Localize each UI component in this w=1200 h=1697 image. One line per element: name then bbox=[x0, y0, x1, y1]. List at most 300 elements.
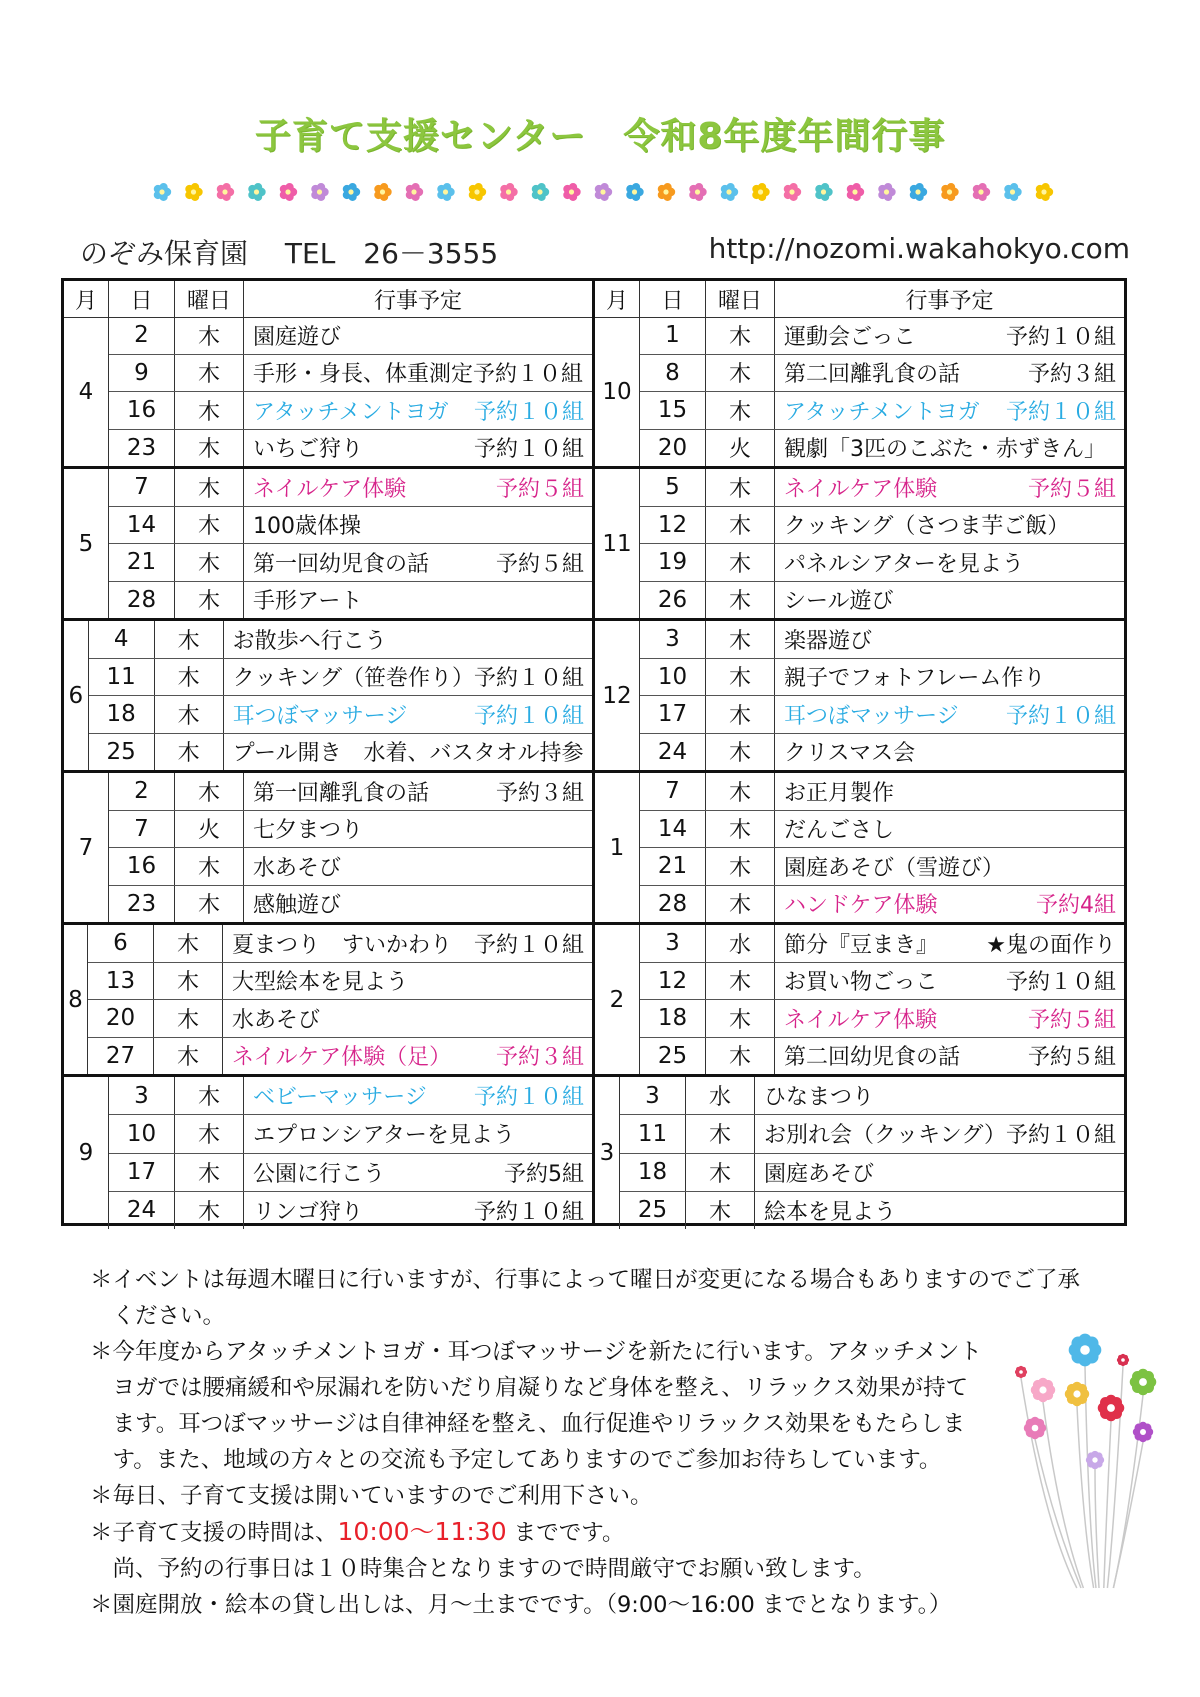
weekday-cell: 木 bbox=[706, 1000, 775, 1037]
event-name: ネイルケア体験 bbox=[253, 476, 407, 502]
reservation-note: 予約５組 bbox=[1027, 1007, 1116, 1033]
weekday-cell: 木 bbox=[706, 582, 775, 619]
day-cell: 27 bbox=[88, 1038, 154, 1075]
table-row bbox=[109, 582, 592, 619]
table-row bbox=[89, 621, 592, 659]
event-name: ハンドケア体験 bbox=[784, 893, 938, 919]
flower-icon bbox=[1117, 1354, 1129, 1366]
flower-icon bbox=[1130, 1369, 1157, 1396]
flowers-illustration bbox=[1015, 1320, 1175, 1590]
flower-icon bbox=[595, 183, 612, 201]
event-cell bbox=[775, 696, 1124, 733]
event-name: 耳つぼマッサージ bbox=[232, 703, 408, 729]
event-name: アタッチメントヨガ bbox=[784, 399, 980, 425]
event-cell bbox=[775, 1000, 1124, 1037]
event-name: 園庭遊び bbox=[253, 324, 342, 350]
event-cell bbox=[244, 544, 592, 581]
table-row bbox=[640, 507, 1124, 545]
month-block bbox=[595, 925, 1124, 1077]
reservation-note: 予約３組 bbox=[495, 1045, 584, 1071]
day-cell: 14 bbox=[640, 811, 706, 848]
header-day: 日 bbox=[109, 281, 175, 317]
flower-stem bbox=[1077, 1406, 1094, 1588]
org-tel: のぞみ保育園 TEL 26－3555 bbox=[80, 237, 499, 270]
table-row bbox=[640, 582, 1124, 619]
weekday-cell: 木 bbox=[175, 507, 244, 544]
reservation-note: 予約５組 bbox=[1027, 476, 1116, 502]
flower-icon bbox=[1036, 183, 1053, 201]
table-row bbox=[640, 696, 1124, 734]
weekday-cell: 木 bbox=[175, 1115, 244, 1152]
event-name: アタッチメントヨガ bbox=[253, 399, 449, 425]
page-title: 子育て支援センター 令和8年度年間行事 bbox=[254, 116, 946, 157]
reservation-note: 予約３組 bbox=[1027, 362, 1116, 388]
event-cell bbox=[244, 317, 592, 354]
weekday-cell: 木 bbox=[175, 1192, 244, 1229]
day-cell: 10 bbox=[640, 659, 706, 696]
event-name: お買い物ごっこ bbox=[784, 970, 938, 996]
flower-icon bbox=[563, 183, 580, 201]
table-row bbox=[109, 886, 592, 923]
flower-icon bbox=[658, 183, 675, 201]
table-row bbox=[620, 1154, 1124, 1192]
event-name: ベビーマッサージ bbox=[253, 1085, 427, 1111]
month-cell: 6 bbox=[64, 621, 89, 770]
day-cell: 11 bbox=[89, 659, 155, 696]
day-cell: 28 bbox=[109, 582, 175, 619]
day-cell: 19 bbox=[640, 544, 706, 581]
event-name: クッキング（笹巻作り）予約１０組 bbox=[232, 666, 584, 692]
weekday-cell: 木 bbox=[175, 544, 244, 581]
flower-icon bbox=[878, 183, 895, 201]
flower-stem bbox=[1035, 1439, 1081, 1588]
weekday-cell: 木 bbox=[706, 392, 775, 429]
event-name: お別れ会（クッキング）予約１０組 bbox=[763, 1123, 1116, 1149]
day-cell: 18 bbox=[620, 1154, 686, 1191]
table-row bbox=[88, 1038, 592, 1075]
event-cell bbox=[224, 621, 592, 658]
weekday-cell: 木 bbox=[686, 1192, 755, 1229]
flower-icon bbox=[973, 183, 990, 201]
flower-icon bbox=[784, 183, 801, 201]
event-cell bbox=[775, 582, 1124, 619]
day-cell: 7 bbox=[109, 469, 175, 506]
event-cell bbox=[775, 886, 1124, 923]
day-cell: 17 bbox=[109, 1154, 175, 1191]
weekday-cell: 木 bbox=[155, 621, 224, 658]
day-cell: 7 bbox=[109, 811, 175, 848]
event-name: 夏まつり すいかわり 予約１０組 bbox=[231, 932, 584, 958]
event-cell bbox=[775, 811, 1124, 848]
weekday-cell: 木 bbox=[155, 696, 224, 733]
weekday-cell: 木 bbox=[706, 469, 775, 506]
event-cell bbox=[223, 1000, 592, 1037]
table-row bbox=[109, 1077, 592, 1115]
event-name: プール開き 水着、バスタオル持参 bbox=[232, 741, 584, 767]
table-row bbox=[640, 963, 1124, 1001]
month-cell: 1 bbox=[595, 773, 640, 922]
event-cell bbox=[775, 848, 1124, 885]
event-name: 園庭あそび bbox=[763, 1161, 874, 1187]
event-cell bbox=[775, 621, 1124, 658]
event-cell bbox=[244, 355, 592, 392]
table-row bbox=[109, 430, 592, 467]
event-name: 親子でフォトフレーム作り bbox=[784, 666, 1046, 692]
event-name: 第二回幼児食の話 bbox=[784, 1045, 961, 1071]
event-cell bbox=[755, 1192, 1124, 1229]
weekday-cell: 木 bbox=[706, 734, 775, 771]
event-name: 手形・身長、体重測定予約１０組 bbox=[253, 362, 584, 388]
weekday-cell: 木 bbox=[706, 544, 775, 581]
weekday-cell: 木 bbox=[154, 925, 223, 962]
weekday-cell: 木 bbox=[706, 773, 775, 810]
event-cell bbox=[244, 430, 592, 467]
flower-icon bbox=[1069, 1334, 1102, 1367]
event-cell bbox=[244, 811, 592, 848]
day-cell: 20 bbox=[640, 430, 706, 467]
weekday-cell: 木 bbox=[706, 1038, 775, 1075]
month-block bbox=[64, 621, 592, 773]
flower-icon bbox=[185, 183, 202, 201]
reservation-note: 予約１０組 bbox=[1005, 703, 1116, 729]
table-row bbox=[640, 886, 1124, 923]
event-cell bbox=[755, 1154, 1124, 1191]
event-name: お正月製作 bbox=[784, 780, 895, 806]
flower-icon bbox=[1098, 1395, 1125, 1422]
event-cell bbox=[775, 430, 1124, 467]
weekday-cell: 木 bbox=[155, 734, 224, 771]
day-cell: 25 bbox=[620, 1192, 686, 1229]
day-cell: 2 bbox=[109, 773, 175, 810]
event-name: 大型絵本を見よう bbox=[231, 970, 408, 996]
event-cell bbox=[244, 392, 592, 429]
flower-icon bbox=[343, 183, 360, 201]
weekday-cell: 木 bbox=[686, 1115, 755, 1152]
weekday-cell: 木 bbox=[706, 811, 775, 848]
event-cell bbox=[775, 355, 1124, 392]
event-name: 公園に行こう bbox=[253, 1161, 386, 1187]
reservation-note: 予約１０組 bbox=[473, 1199, 584, 1225]
note-4-post: までです。 bbox=[506, 1520, 625, 1546]
table-row bbox=[640, 317, 1124, 355]
flower-stem bbox=[1095, 1469, 1099, 1588]
event-cell bbox=[775, 659, 1124, 696]
flower-icon bbox=[406, 183, 423, 201]
reservation-note: 予約１０組 bbox=[473, 703, 584, 729]
table-row bbox=[620, 1115, 1124, 1153]
day-cell: 1 bbox=[640, 317, 706, 354]
table-row bbox=[109, 469, 592, 507]
day-cell: 3 bbox=[640, 621, 706, 658]
event-cell bbox=[775, 392, 1124, 429]
weekday-cell: 木 bbox=[706, 696, 775, 733]
event-cell bbox=[755, 1115, 1124, 1152]
day-cell: 18 bbox=[89, 696, 155, 733]
weekday-cell: 木 bbox=[175, 1077, 244, 1114]
month-cell: 12 bbox=[595, 621, 640, 770]
event-name: ネイルケア体験（足） bbox=[231, 1045, 452, 1071]
month-cell: 4 bbox=[64, 317, 109, 466]
flower-icon bbox=[721, 183, 738, 201]
header-event: 行事予定 bbox=[905, 288, 994, 314]
month-cell: 9 bbox=[64, 1077, 109, 1229]
day-cell: 8 bbox=[640, 355, 706, 392]
table-row bbox=[640, 621, 1124, 659]
table-row bbox=[109, 355, 592, 393]
event-cell bbox=[244, 582, 592, 619]
day-cell: 4 bbox=[89, 621, 155, 658]
weekday-cell: 木 bbox=[175, 848, 244, 885]
table-row bbox=[640, 773, 1124, 811]
month-cell: 8 bbox=[64, 925, 88, 1074]
website-url: http://nozomi.wakahokyo.com bbox=[708, 232, 1130, 265]
left-table-header bbox=[64, 281, 592, 318]
event-name: 観劇「3匹のこぶた・赤ずきん」 bbox=[784, 437, 1106, 463]
event-cell bbox=[244, 886, 592, 923]
table-row bbox=[640, 355, 1124, 393]
note-2b: ヨガでは腰痛緩和や尿漏れを防いだり肩凝りなど身体を整え、リラックス効果が持て bbox=[90, 1375, 969, 1401]
reservation-note: 予約３組 bbox=[495, 780, 584, 806]
day-cell: 28 bbox=[640, 886, 706, 923]
month-cell: 7 bbox=[64, 773, 109, 922]
flower-icon bbox=[689, 183, 706, 201]
day-cell: 11 bbox=[620, 1115, 686, 1152]
reservation-note: 予約１０組 bbox=[1005, 399, 1116, 425]
event-name: 園庭あそび（雪遊び） bbox=[784, 855, 1005, 881]
note-1b: ください。 bbox=[90, 1303, 226, 1329]
weekday-cell: 木 bbox=[175, 355, 244, 392]
event-cell bbox=[775, 773, 1124, 810]
flower-icon bbox=[469, 183, 486, 201]
note-5: 尚、予約の行事日は１０時集合となりますので時間厳守でお願い致します。 bbox=[90, 1556, 876, 1582]
flower-icon bbox=[248, 183, 265, 201]
event-cell bbox=[775, 963, 1124, 1000]
reservation-note: 予約4組 bbox=[1036, 893, 1116, 919]
day-cell: 12 bbox=[640, 507, 706, 544]
weekday-cell: 木 bbox=[706, 317, 775, 354]
event-name: ネイルケア体験 bbox=[784, 476, 938, 502]
weekday-cell: 木 bbox=[175, 773, 244, 810]
day-cell: 6 bbox=[88, 925, 154, 962]
note-2d: す。また、地域の方々との交流も予定してありますのでご参加お待ちしています。 bbox=[90, 1447, 942, 1473]
weekday-cell: 木 bbox=[706, 886, 775, 923]
table-row bbox=[88, 963, 592, 1001]
event-name: クリスマス会 bbox=[784, 741, 916, 767]
table-row bbox=[620, 1077, 1124, 1115]
event-cell bbox=[244, 507, 592, 544]
table-row bbox=[109, 507, 592, 545]
event-cell bbox=[775, 544, 1124, 581]
day-cell: 17 bbox=[640, 696, 706, 733]
event-name: 運動会ごっこ bbox=[784, 324, 916, 350]
month-block bbox=[64, 317, 592, 469]
header-event: 行事予定 bbox=[373, 288, 462, 314]
day-cell: 3 bbox=[640, 925, 706, 962]
support-hours: 10:00～11:30 bbox=[337, 1517, 507, 1546]
weekday-cell: 木 bbox=[706, 963, 775, 1000]
weekday-cell: 水 bbox=[706, 925, 775, 962]
table-row bbox=[640, 469, 1124, 507]
note-4 bbox=[90, 1514, 1130, 1551]
table-row bbox=[640, 1000, 1124, 1038]
table-row bbox=[88, 925, 592, 963]
day-cell: 16 bbox=[109, 848, 175, 885]
note-3: ＊毎日、子育て支援は開いていますのでご利用下さい。 bbox=[90, 1483, 653, 1509]
month-cell: 3 bbox=[595, 1077, 620, 1229]
table-row bbox=[640, 811, 1124, 849]
day-cell: 25 bbox=[89, 734, 155, 771]
day-cell: 7 bbox=[640, 773, 706, 810]
event-cell bbox=[244, 469, 592, 506]
day-cell: 21 bbox=[109, 544, 175, 581]
reservation-note: ★鬼の面作り bbox=[986, 932, 1116, 958]
day-cell: 18 bbox=[640, 1000, 706, 1037]
weekday-cell: 木 bbox=[175, 392, 244, 429]
weekday-cell: 木 bbox=[706, 507, 775, 544]
month-block bbox=[64, 773, 592, 925]
event-cell bbox=[224, 734, 592, 771]
event-cell bbox=[755, 1077, 1124, 1114]
day-cell: 5 bbox=[640, 469, 706, 506]
month-cell: 10 bbox=[595, 317, 640, 466]
weekday-cell: 木 bbox=[175, 469, 244, 506]
event-name: エプロンシアターを見よう bbox=[253, 1123, 515, 1149]
weekday-cell: 木 bbox=[154, 1038, 223, 1075]
month-block bbox=[595, 469, 1124, 621]
flower-icon bbox=[941, 183, 958, 201]
header-month: 月 bbox=[595, 281, 640, 317]
weekday-cell: 木 bbox=[706, 621, 775, 658]
event-name: 100歳体操 bbox=[253, 514, 361, 540]
event-name: 絵本を見よう bbox=[763, 1199, 896, 1225]
table-row bbox=[109, 1192, 592, 1229]
notes-section bbox=[90, 1262, 1130, 1623]
weekday-cell: 木 bbox=[175, 317, 244, 354]
flower-icon bbox=[626, 183, 643, 201]
flower-border-decoration bbox=[150, 180, 1060, 204]
flower-icon bbox=[1024, 1417, 1046, 1439]
table-row bbox=[109, 1154, 592, 1192]
note-4-pre: ＊子育て支援の時間は、 bbox=[90, 1520, 338, 1546]
weekday-cell: 木 bbox=[706, 355, 775, 392]
event-name: 第一回幼児食の話 bbox=[253, 551, 430, 577]
table-row bbox=[640, 430, 1124, 467]
event-cell bbox=[223, 1038, 592, 1075]
event-name: 手形アート bbox=[253, 589, 363, 615]
day-cell: 20 bbox=[88, 1000, 154, 1037]
event-name: シール遊び bbox=[784, 589, 894, 615]
table-row bbox=[89, 696, 592, 734]
event-name: 水あそび bbox=[231, 1007, 320, 1033]
day-cell: 9 bbox=[109, 355, 175, 392]
day-cell: 15 bbox=[640, 392, 706, 429]
note-2c: ます。耳つぼマッサージは自律神経を整え、血行促進やリラックス効果をもたらしま bbox=[90, 1411, 966, 1437]
month-block bbox=[595, 1077, 1124, 1229]
flower-icon bbox=[1086, 1451, 1104, 1469]
day-cell: 26 bbox=[640, 582, 706, 619]
table-row bbox=[640, 1038, 1124, 1075]
weekday-cell: 木 bbox=[175, 582, 244, 619]
flower-icon bbox=[847, 183, 864, 201]
header-month: 月 bbox=[64, 281, 109, 317]
event-cell bbox=[775, 925, 1124, 962]
reservation-note: 予約１０組 bbox=[1005, 970, 1116, 996]
table-row bbox=[620, 1192, 1124, 1229]
reservation-note: 予約５組 bbox=[495, 551, 584, 577]
event-cell bbox=[224, 696, 592, 733]
event-name: リンゴ狩り bbox=[253, 1199, 364, 1225]
reservation-note: 予約５組 bbox=[1027, 1045, 1116, 1071]
month-block bbox=[64, 469, 592, 621]
table-row bbox=[109, 392, 592, 430]
schedule-left-column bbox=[64, 281, 592, 1223]
event-cell bbox=[244, 1115, 592, 1152]
month-cell: 2 bbox=[595, 925, 640, 1074]
weekday-cell: 火 bbox=[175, 811, 244, 848]
flower-icon bbox=[374, 183, 391, 201]
weekday-cell: 木 bbox=[706, 659, 775, 696]
reservation-note: 予約１０組 bbox=[473, 437, 584, 463]
event-name: 七夕まつり bbox=[253, 818, 364, 844]
table-row bbox=[109, 544, 592, 582]
event-name: 耳つぼマッサージ bbox=[784, 703, 959, 729]
event-cell bbox=[775, 507, 1124, 544]
reservation-note: 予約5組 bbox=[504, 1161, 584, 1187]
day-cell: 24 bbox=[640, 734, 706, 771]
day-cell: 24 bbox=[109, 1192, 175, 1229]
month-block bbox=[64, 925, 592, 1077]
event-cell bbox=[244, 773, 592, 810]
weekday-cell: 木 bbox=[154, 963, 223, 1000]
flower-icon bbox=[910, 183, 927, 201]
weekday-cell: 水 bbox=[686, 1077, 755, 1114]
event-cell bbox=[775, 1038, 1124, 1075]
event-name: ひなまつり bbox=[763, 1085, 874, 1111]
flower-icon bbox=[1133, 1422, 1153, 1442]
flower-icon bbox=[500, 183, 517, 201]
table-row bbox=[640, 544, 1124, 582]
flower-icon bbox=[280, 183, 297, 201]
flower-icon bbox=[1004, 183, 1021, 201]
flower-icon bbox=[311, 183, 328, 201]
event-name: お散歩へ行こう bbox=[232, 628, 387, 654]
table-row bbox=[640, 925, 1124, 963]
month-block bbox=[64, 1077, 592, 1229]
flower-icon bbox=[1065, 1382, 1089, 1406]
flower-icon bbox=[815, 183, 832, 201]
event-name: 感触遊び bbox=[253, 893, 342, 919]
day-cell: 25 bbox=[640, 1038, 706, 1075]
event-name: ネイルケア体験 bbox=[784, 1007, 938, 1033]
event-name: クッキング（さつま芋ご飯） bbox=[784, 514, 1070, 540]
flower-icon bbox=[437, 183, 454, 201]
month-block bbox=[595, 621, 1124, 773]
weekday-cell: 火 bbox=[706, 430, 775, 467]
header-weekday: 曜日 bbox=[706, 281, 775, 317]
weekday-cell: 木 bbox=[706, 848, 775, 885]
month-block bbox=[595, 317, 1124, 469]
reservation-note: 予約５組 bbox=[495, 476, 584, 502]
weekday-cell: 木 bbox=[686, 1154, 755, 1191]
event-cell bbox=[775, 469, 1124, 506]
day-cell: 21 bbox=[640, 848, 706, 885]
weekday-cell: 木 bbox=[175, 886, 244, 923]
table-row bbox=[109, 848, 592, 886]
month-cell: 5 bbox=[64, 469, 109, 618]
reservation-note: 予約１０組 bbox=[1005, 324, 1116, 350]
event-cell bbox=[223, 963, 592, 1000]
note-1a: ＊イベントは毎週木曜日に行いますが、行事によって曜日が変更になる場合もありますのでご了承 bbox=[90, 1267, 1081, 1293]
